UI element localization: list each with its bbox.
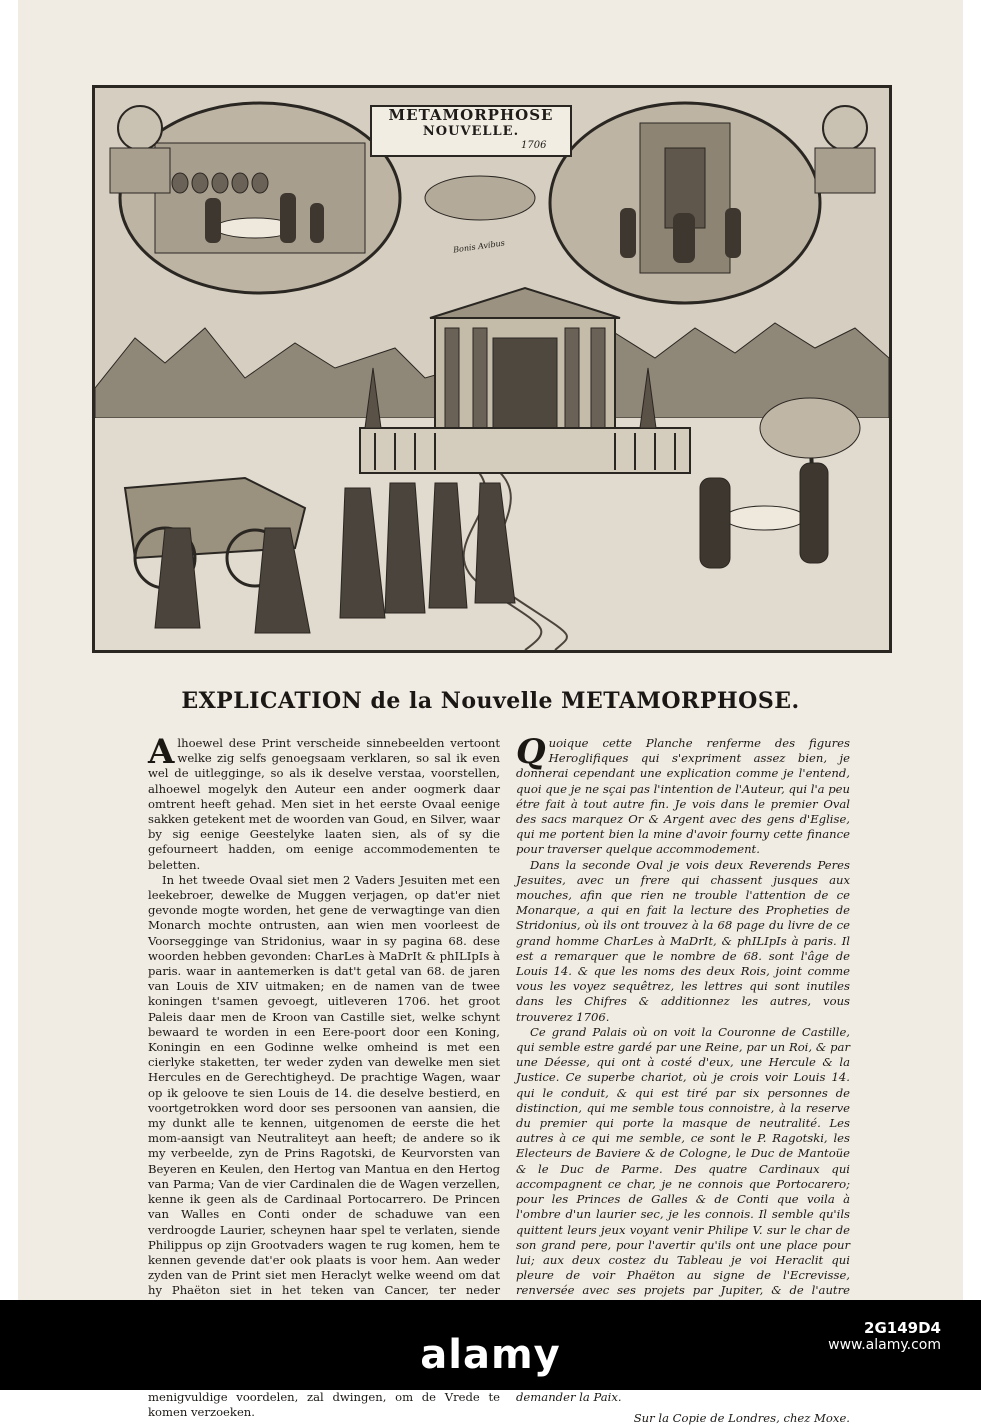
explication-heading: EXPLICATION de la Nouvelle METAMORPHOSE. bbox=[181, 688, 800, 714]
engraving-art bbox=[95, 88, 889, 650]
engraving bbox=[92, 85, 892, 653]
dutch-paragraph-1: Alhoewel dese Print verscheide sinnebeelden vertoont welke zig selfs genoegsaam verklaren, so sal ik even wel de uitlegginge, so als ik deselve verstaa, voorstellen, alhoewel mogelyk den Auteur een ander oogmerk daar omtrent heeft gehad. Men siet in het eerste Ovaal eenige sakken getekent met de woorden van Goud, en Silver, waar by sig eenige Geestelyke laaten sien, als of sy die gefourneert hadden, om eenige accommodementen te beletten. bbox=[148, 732, 500, 872]
watermark-logo: alamy bbox=[420, 1332, 561, 1378]
print-title-line2: NOUVELLE. bbox=[422, 124, 520, 139]
print-year: 1706 bbox=[521, 140, 547, 151]
french-paragraph-1: Quoique cette Planche renferme des figures Heroglifiques qui s'expriment assez bien, je donnerai cependant une explication comme je l'entend, quoi que je ne sçai pas l'intention de l'Auteur, qui l'a peu étre fait à tout autre fin. Je vois dans le premier Oval des sacs marquez Or & Argent avec des gens d'Eglise, qui me portent bien la mine d'avoir fourny cette finance pour traverser quelque accommodement. bbox=[516, 732, 850, 857]
print-title-line1: METAMORPHOSE bbox=[388, 106, 554, 124]
french-paragraph-3: Ce grand Palais où on voit la Couronne de Castille, qui semble estre gardé par une Reine, par un Roi, & par une Déesse, qui ont à costé d'eux, une Hercule & la Justice. Ce superbe chariot, où je crois voir Louis 14. qui le conduit, & qui est tiré par six personnes de distinction, qui me semble tous connoistre, à la reserve du premier qui porte la masque de neutralité. Les autres à ce qui me semble, ce sont le P. Ragotski, les Electeurs de Baviere & de Cologne, le Duc de Mantoüe & le Duc de Parme. Des quatre Cardinaux qui accompagnent ce char, je ne connois que Portocarero; pour les Princes de Galles & de Conti que voila à l'ombre d'un laurier sec, je les connois. Il semble qu'ils quittent leurs jeux voyant venir Philipe V. sur le char de son grand pere, pour l'avertir qu'ils ont une place pour lui; aux deux costez du Tableau je voi Heraclit qui pleure de voir Phaëton au signe de l'Ecrevisse, renversée avec ses projets par Jupiter, & de l'autre demander la Paix. bbox=[516, 1024, 850, 1404]
title-banner bbox=[371, 106, 571, 156]
watermark-id bbox=[828, 1320, 941, 1354]
imprint-signature: Sur la Copie de Londres, chez Moxe. bbox=[633, 1410, 850, 1425]
watermark-url: www.alamy.com bbox=[828, 1337, 941, 1353]
french-paragraph-2: Dans la seconde Oval je vois deux Reverends Peres Jesuites, avec un frere qui chassent jusques aux mouches, afin que rien ne trouble l'attention de ce Monarque, a qui en fait la lecture des Propheties de Stridonius, où ils ont trouvez à la 68 page du livre de ce grand homme CharLes à MaDrIt, & phILIpIs à paris. Il est a remarquer que le nombre de 68. sont l'âge de Louis 14. & que les noms des deux Rois, joint comme vous les voyez sequêtrez, les lettres qui sont inutiles dans les Chifres & additionnez les autres, vous trouverez 1706. bbox=[516, 857, 850, 1024]
dutch-paragraph-2: In het tweede Ovaal siet men 2 Vaders Jesuiten met een leekebroer, dewelke de Muggen verjagen, op dat'er niet gevonde mogte worden, het gene de verwagtinge van dien Monarch mochte ontrusten, aan wien men voorleest de Voorsegginge van Stridonius, waar in sy pagina 68. dese woorden hebben gevonden: CharLes à MaDrIt & phILIpIs à paris. waar in aantemerken is dat't getal van 68. de jaren van Louis de XIV uitmaken; en de namen van de twee koningen t'samen gevoegt, uitleveren 1706. het groot Paleis daar men de Kroon van Castille siet, welke schynt bewaard te worden in een Eere-poort door een Koning, Koningin en een Godinne welke omheind is met een cierlyke staketten, ter weder zyden van dewelke men siet Hercules en de Gerechtigheyd. De prachtige Wagen, waar op ik geloove te sien Louis de 14. die deselve bestierd, en voortgetrokken word door ses persoonen van aansien, die my dunkt alle te kennen, uitgenomen de eerste die het mom-aansigt van Neutraliteyt aan heeft; de andere so ik my verbeelde, zyn de Prins Ragotski, de Keurvorsten van Beyeren en Keulen, den Hertog van Mantua en den Hertog van Parma; Van de vier Cardinalen die de Wagen verzellen, kenne ik geen als de Cardinaal Portocarrero. De Princen van Walles en Conti onder de schaduwe van een verdroogde Laurier, scheynen haar spel te verlaten, siende Philippus op zijn Grootvaders wagen te rug komen, hem te kennen gevende dat'er ook plaats is voor hem. Aan weder zyden van de Print siet men Heraclyt welke weend om dat hy Phaëton siet in het teken van Cancer, ter neder menigvuldige voordelen, zal dwingen, om de Vrede te komen verzoeken. bbox=[148, 872, 500, 1419]
print-motto: Bonis Avibus bbox=[452, 238, 506, 255]
image-id: 2G149D4 bbox=[864, 1319, 941, 1337]
